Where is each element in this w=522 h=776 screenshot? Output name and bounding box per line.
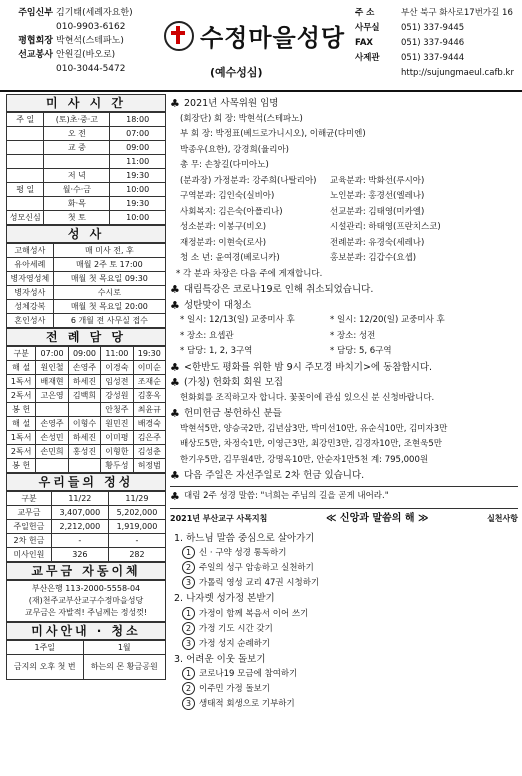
practice-item: [170, 607, 518, 622]
notice-donors: [170, 406, 518, 422]
duty-title: 전 례 담 당: [6, 328, 166, 346]
table-row: [7, 534, 166, 548]
practice-heading: 2. 나자렛 성가정 본받기: [174, 593, 275, 604]
cleaning-cell: * 일시: 12/13(일) 교중미사 후: [180, 315, 295, 325]
cleaning-grid: [170, 313, 518, 360]
notice-donors-text: 헌미헌금 봉헌하신 분들: [184, 408, 282, 419]
number-circle-icon: 3: [182, 576, 195, 589]
table-cell: 11:00: [110, 155, 166, 169]
autopay-line: 부산은행 113-2000-5558-04: [31, 584, 141, 593]
table-row: [7, 286, 166, 300]
practice-text: 주일의 성구 암송하고 실천하기: [199, 563, 314, 573]
table-cell: 이형한: [101, 445, 133, 459]
table-cell: 월·수·금: [44, 183, 110, 197]
table-cell: 해 설: [7, 361, 36, 375]
table-cell: 교무금: [7, 506, 52, 520]
practice-text: 가톨릭 영성 교리 47권 시청하기: [199, 578, 320, 588]
table-cell: 화·목: [44, 197, 110, 211]
contact-row: [8, 6, 158, 20]
parish-logo: [164, 18, 345, 53]
table-cell: 고은영: [36, 389, 68, 403]
table-cell: 최윤규: [133, 403, 165, 417]
contact-label: 주임신부: [18, 8, 53, 18]
table-cell: 성모신심: [7, 211, 44, 225]
table-cell: 교 중: [44, 141, 110, 155]
table-cell: 병자영성체: [7, 272, 54, 286]
table-cell: 손영주: [68, 361, 100, 375]
appointment-cell: (분과장) 가정분과: 강주희(나탈리아): [180, 175, 317, 186]
offering-table: [6, 491, 166, 562]
notice-peace-prayer: [170, 360, 518, 376]
table-cell: 손민희: [36, 445, 68, 459]
table-cell: 첫 토: [44, 211, 110, 225]
table-row: [7, 655, 166, 680]
appointment-line: 총 무: 손창길(다미아노): [180, 160, 269, 170]
notice-appointments-text: 2021년 사목위원 임명: [184, 98, 279, 109]
notice-flower-group: [170, 375, 518, 391]
theme-left: 2021년 부산교구 사목지침: [170, 514, 268, 523]
table-cell: 이미평: [101, 431, 133, 445]
appointment-cell: 전례분과: 유경숙(세레나): [330, 237, 425, 248]
contact-row: [8, 34, 158, 48]
table-cell: [7, 169, 44, 183]
contact-label: 평협회장: [18, 36, 53, 46]
table-cell: 19:30: [110, 169, 166, 183]
address-label: FAX: [355, 38, 373, 48]
table-cell: 09:00: [110, 141, 166, 155]
appointment-cell: 성소분과: 이봉구(비오): [180, 222, 267, 232]
table-header-cell: 11:00: [101, 347, 133, 361]
number-circle-icon: 1: [182, 607, 195, 620]
table-row: [7, 459, 166, 473]
table-row: [7, 361, 166, 375]
address-value: 부산 북구 화사로17번가길 16: [401, 8, 513, 18]
table-header-cell: 11/22: [51, 492, 108, 506]
table-row: [7, 403, 166, 417]
table-row: [7, 314, 166, 328]
table-row: [7, 492, 166, 506]
table-cell: (토)초·중·고: [44, 113, 110, 127]
table-cell: 강성원: [101, 389, 133, 403]
table-row: [7, 244, 166, 258]
donor-line: 한기우5만, 김무원4만, 강명옥10만, 안순자1만5천 계: 795,000원: [180, 454, 429, 465]
table-cell: 이형수: [68, 417, 100, 431]
address-row: [355, 36, 520, 51]
duty-table: [6, 346, 166, 473]
flower-group-body: 헌화회를 조직하고자 합니다. 꽃꽂이에 관심 있으신 분 신청바랍니다.: [180, 392, 435, 403]
appointment-cell: 교육분과: 박화선(루시아): [330, 175, 425, 186]
address-value: 051) 337-9444: [401, 53, 465, 63]
contact-value: 010-3044-5472: [56, 64, 126, 74]
table-cell: 18:00: [110, 113, 166, 127]
table-cell: 봉 헌: [7, 459, 36, 473]
number-circle-icon: 2: [182, 622, 195, 635]
table-row: [7, 258, 166, 272]
table-cell: 매월 첫 목요일 09:30: [53, 272, 165, 286]
table-cell: 2,212,000: [51, 520, 108, 534]
appointment-cell: 시설관리: 하태영(프란치스코): [330, 222, 441, 232]
table-cell: 하는의 몬 황금공원: [83, 655, 165, 680]
table-row: [7, 431, 166, 445]
table-row: [7, 141, 166, 155]
practice-text: 생태적 회생으로 기부하기: [199, 699, 295, 709]
appointment-line: 박종우(요한), 강경희(율리아): [180, 144, 289, 155]
appointment-cell: 구역분과: 김인숙(실비아): [180, 191, 275, 201]
practice-text: 코로나19 모금에 참여하기: [199, 669, 298, 679]
address-value: 051) 337-9446: [401, 38, 465, 48]
table-row: [7, 155, 166, 169]
club-bullet-icon: ♣: [170, 376, 180, 389]
notice-peace-prayer-text: <한반도 평화를 위한 밤 9시 주모경 바치기>에 동참합시다.: [184, 361, 433, 373]
practice-text: 가정 기도 시간 갖기: [199, 623, 273, 634]
mass-table: [6, 112, 166, 225]
table-cell: 주일헌금: [7, 520, 52, 534]
parish-title: 수정마을성당: [200, 24, 346, 52]
theme-right: 실천사항: [487, 514, 518, 523]
club-bullet-icon: ♣: [170, 469, 180, 482]
table-row: [7, 548, 166, 562]
notices-column: [170, 96, 518, 712]
table-row: [7, 641, 166, 655]
table-cell: 1,919,000: [108, 520, 165, 534]
appointment-cell: 재정분과: 이현숙(로사): [180, 237, 267, 248]
cleaning-cell: * 장소: 성전: [330, 330, 376, 341]
table-cell: -: [108, 534, 165, 548]
table-cell: 미사인원: [7, 548, 52, 562]
address-row: [355, 6, 520, 21]
appointment-cell: 청 소 년: 윤여경(베로니카): [180, 253, 280, 263]
club-bullet-icon: ♣: [170, 407, 180, 420]
address-label: [355, 66, 401, 81]
table-cell: [68, 403, 100, 417]
table-cell: 혼인성사: [7, 314, 54, 328]
table-cell: 326: [51, 548, 108, 562]
table-cell: 이미순: [133, 361, 165, 375]
number-circle-icon: 3: [182, 697, 195, 710]
practice-item: [170, 682, 518, 697]
practice-heading: 1. 하느님 말씀 중심으로 살아가기: [174, 532, 315, 544]
table-cell: [7, 155, 44, 169]
table-row: [7, 300, 166, 314]
notice-appointments: [170, 96, 518, 112]
table-cell: 성체강복: [7, 300, 54, 314]
notice-flower-group-text: (가칭) 헌화회 회원 모집: [184, 377, 284, 388]
autopay-line: 교무금은 자발적! 주님께는 정성껏!: [24, 608, 148, 617]
table-cell: 저 녁: [44, 169, 110, 183]
table-header-cell: 구분: [7, 492, 52, 506]
table-cell: [68, 459, 100, 473]
table-cell: 매월 첫 목요일 20:00: [53, 300, 165, 314]
table-row: [7, 272, 166, 286]
contact-label: [8, 20, 53, 34]
appointment-cell: 사회복지: 김은숙(아폴리나): [180, 206, 283, 217]
practice-item: [170, 576, 518, 591]
table-cell: 1독서: [7, 375, 36, 389]
guide-table: [6, 640, 166, 680]
practice-item: [170, 637, 518, 652]
address-row: [355, 21, 520, 36]
verse-row: [170, 486, 518, 505]
table-cell: 6 개월 전 사무실 접수: [53, 314, 165, 328]
practice-text: 신 · 구약 성경 통독하기: [199, 548, 287, 558]
table-cell: [7, 127, 44, 141]
table-cell: 오 전: [44, 127, 110, 141]
notice-cleaning-text: 성탄맞이 대청소: [184, 299, 252, 311]
cleaning-cell: * 일시: 12/20(일) 교중미사 후: [330, 315, 445, 325]
number-circle-icon: 2: [182, 561, 195, 574]
left-column: [6, 94, 166, 680]
table-cell: 5,202,000: [108, 506, 165, 520]
table-cell: 282: [108, 548, 165, 562]
contact-label: 선교봉사: [18, 50, 53, 60]
table-row: [7, 127, 166, 141]
table-cell: 10:00: [110, 211, 166, 225]
notice-advent-lecture: [170, 282, 518, 298]
table-header-cell: 07:00: [36, 347, 68, 361]
practice-heading: 3. 어려운 이웃 돌보기: [174, 653, 266, 665]
notice-cleaning: [170, 298, 518, 314]
table-cell: 원인철: [36, 361, 68, 375]
table-cell: 07:00: [110, 127, 166, 141]
club-bullet-icon: ♣: [170, 298, 180, 312]
table-row: [7, 211, 166, 225]
table-cell: 수시로: [53, 286, 165, 300]
practice-item: [170, 546, 518, 561]
autopay-title: 교무금 자동이체: [6, 562, 166, 580]
offering-title: 우리들의 정성: [6, 473, 166, 491]
address-value: 051) 337-9445: [401, 23, 465, 33]
autopay-box: [6, 580, 166, 622]
table-cell: 10:00: [110, 183, 166, 197]
autopay-line: (재)천주교부산교구수정마을성당: [28, 596, 144, 605]
mass-title: 미 사 시 간: [6, 94, 166, 112]
table-header-cell: 19:30: [133, 347, 165, 361]
sacrament-table: [6, 243, 166, 328]
table-cell: 금지의 오후 첫 번: [7, 655, 84, 680]
table-row: [7, 389, 166, 403]
notice-charity-sunday-text: 다음 주일은 자선주일로 2차 헌금 있습니다.: [184, 470, 365, 481]
address-label: 주 소: [355, 8, 375, 18]
cleaning-cell: * 담당: 5, 6구역: [330, 346, 392, 356]
contact-value: 김기태(세례자요한): [56, 8, 133, 18]
table-cell: 하세진: [68, 431, 100, 445]
table-header-cell: 11/29: [108, 492, 165, 506]
table-cell: 봉 헌: [7, 403, 36, 417]
table-row: [7, 113, 166, 127]
table-cell: 2차 헌금: [7, 534, 52, 548]
table-cell: [7, 141, 44, 155]
practice-item: [170, 622, 518, 637]
appointment-line: 부 회 장: 박정표(베드로가니시오), 이해균(다미엔): [180, 129, 366, 139]
address-row: [355, 66, 520, 81]
cleaning-cell: * 담당: 1, 2, 3구역: [180, 346, 253, 356]
number-circle-icon: 3: [182, 637, 195, 650]
table-cell: 원민진: [101, 417, 133, 431]
club-bullet-icon: ♣: [170, 283, 180, 296]
table-cell: 임성전: [101, 375, 133, 389]
table-cell: 하세진: [68, 375, 100, 389]
contact-row: [8, 48, 158, 62]
table-cell: 병자성사: [7, 286, 54, 300]
table-cell: 이경숙: [101, 361, 133, 375]
table-cell: 매월 2주 토 17:00: [53, 258, 165, 272]
table-cell: [7, 197, 44, 211]
number-circle-icon: 1: [182, 546, 195, 559]
number-circle-icon: 2: [182, 682, 195, 695]
contact-value: 안원길(바오로): [56, 50, 116, 60]
table-row: [7, 169, 166, 183]
practice-item: [170, 667, 518, 682]
club-bullet-icon: ♣: [170, 97, 180, 110]
practice-text: 가정이 함께 복음서 이어 쓰기: [199, 608, 309, 619]
header-address: [355, 6, 520, 81]
parish-subtitle: (예수성심): [210, 66, 263, 79]
table-cell: -: [51, 534, 108, 548]
table-cell: 홍성진: [68, 445, 100, 459]
table-cell: 2독서: [7, 445, 36, 459]
table-cell: 주 일: [7, 113, 44, 127]
table-cell: 허정범: [133, 459, 165, 473]
table-cell: 안청주: [101, 403, 133, 417]
appointment-note: * 각 분과 차장은 다음 주에 게재합니다.: [176, 268, 323, 279]
cross-logo-icon: [164, 21, 194, 51]
address-label: 사제관: [355, 53, 380, 63]
table-cell: 3,407,000: [51, 506, 108, 520]
header-contacts: [8, 6, 158, 76]
table-row: [7, 417, 166, 431]
address-value: http://sujungmaeul.cafb.kr: [401, 68, 514, 78]
address-row: [355, 51, 520, 66]
table-cell: 매 미사 전, 후: [53, 244, 165, 258]
table-cell: 손성민: [36, 431, 68, 445]
cleaning-cell: * 장소: 요셉관: [180, 330, 234, 341]
number-circle-icon: 1: [182, 667, 195, 680]
sacrament-title: 성 사: [6, 225, 166, 243]
appointment-cell: 선교분과: 김태영(미카엘): [330, 206, 425, 217]
practice-text: 이주민 가정 돌보기: [199, 684, 271, 694]
theme-row: [170, 508, 518, 527]
theme-mid: ≪ 신앙과 말씀의 해 ≫: [325, 513, 429, 524]
table-row: [7, 375, 166, 389]
table-cell: 고해성사: [7, 244, 54, 258]
club-bullet-icon: ♣: [170, 360, 180, 374]
table-cell: 유아세례: [7, 258, 54, 272]
table-cell: 김은주: [133, 431, 165, 445]
practice-text: 가정 성지 순례하기: [199, 638, 271, 649]
table-cell: 황두성: [101, 459, 133, 473]
address-label: 사무실: [355, 23, 380, 33]
notice-advent-lecture-text: 대림특강은 코로나19로 인해 취소되었습니다.: [184, 284, 374, 295]
table-cell: 2독서: [7, 389, 36, 403]
table-cell: 김성춘: [133, 445, 165, 459]
table-row: [7, 197, 166, 211]
table-row: [7, 506, 166, 520]
table-cell: 1독서: [7, 431, 36, 445]
table-cell: 해 설: [7, 417, 36, 431]
table-row: [7, 183, 166, 197]
contact-value: 010-9903-6162: [56, 22, 126, 32]
appointment-line: (회장단) 회 장: 박현석(스테파노): [180, 113, 303, 124]
verse-text: 대림 2주 성경 말씀: "너희는 주님의 길을 곧게 내어라.": [184, 490, 389, 501]
table-row: [7, 347, 166, 361]
donor-line: 박현석5만, 양승국2만, 김년삼3만, 박미선10만, 유순식10만, 김미자3만: [180, 423, 448, 434]
table-cell: [36, 459, 68, 473]
guide-title: 미사안내 · 청소: [6, 622, 166, 640]
notice-charity-sunday: [170, 468, 518, 484]
table-header-cell: 구분: [7, 347, 36, 361]
table-header-cell: 09:00: [68, 347, 100, 361]
appointment-grid: [170, 174, 518, 267]
donor-line: 배상도5만, 차정숙1만, 이영근3만, 최강민3만, 김경자10만, 조현욱5만: [180, 439, 442, 449]
table-cell: 김홍옥: [133, 389, 165, 403]
appointment-cell: 홍보분과: 김갑수(요셉): [330, 253, 417, 263]
table-header-cell: 1주일: [7, 641, 84, 655]
table-cell: 김백희: [68, 389, 100, 403]
header-divider: [0, 90, 522, 92]
table-cell: [36, 403, 68, 417]
table-row: [7, 445, 166, 459]
club-bullet-icon: ♣: [170, 489, 180, 503]
contact-row: [8, 20, 158, 34]
contact-value: 박현석(스테파노): [56, 36, 124, 46]
table-cell: 손영주: [36, 417, 68, 431]
table-cell: 조재순: [133, 375, 165, 389]
table-cell: 19:30: [110, 197, 166, 211]
table-cell: 배재현: [36, 375, 68, 389]
appointment-cell: 노인분과: 홍경선(엘레나): [330, 191, 425, 201]
practice-item: [170, 697, 518, 712]
table-cell: 배경숙: [133, 417, 165, 431]
contact-row: [8, 62, 158, 76]
table-header-cell: 1월: [83, 641, 165, 655]
table-cell: 평 일: [7, 183, 44, 197]
practice-item: [170, 561, 518, 576]
contact-label: [8, 62, 53, 76]
table-row: [7, 520, 166, 534]
table-cell: [44, 155, 110, 169]
